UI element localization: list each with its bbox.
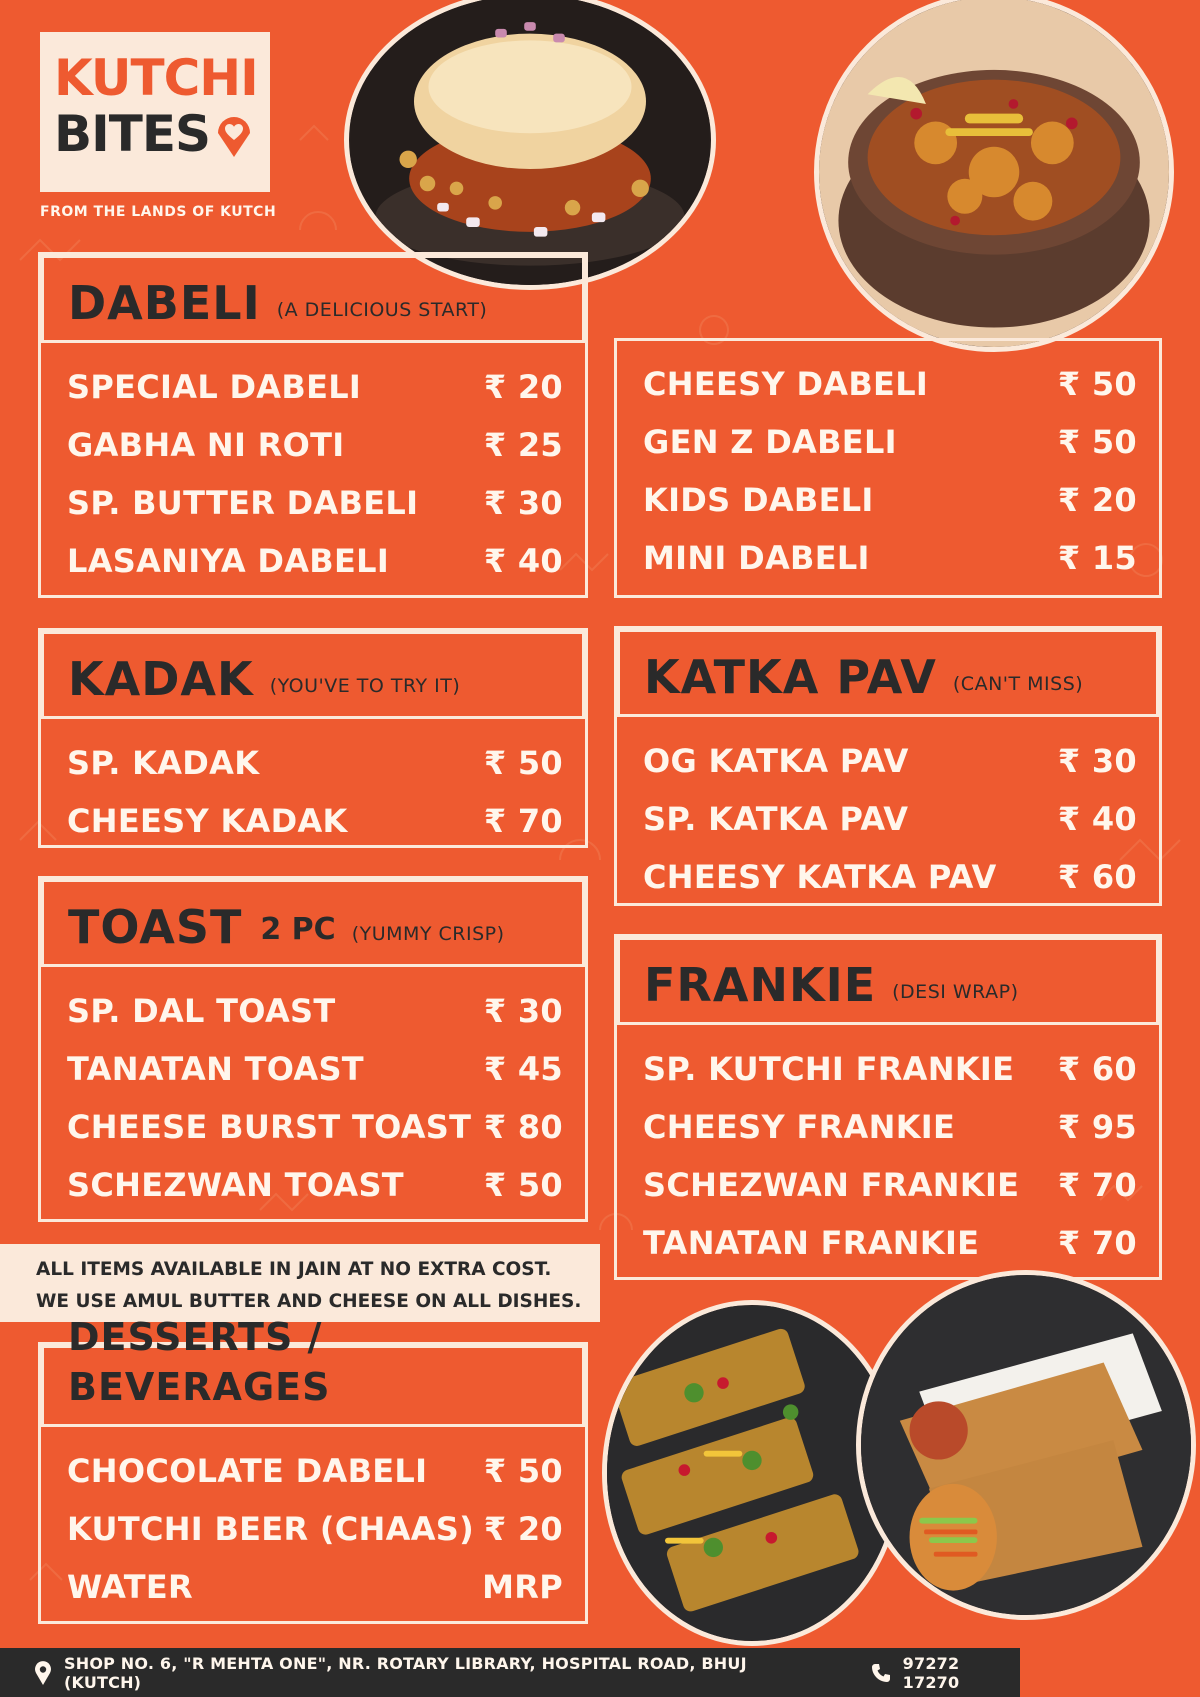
item-price: ₹ 80 [483, 1108, 563, 1146]
menu-item [643, 413, 1137, 471]
dabeli-header [41, 255, 585, 343]
item-price: ₹ 30 [483, 992, 563, 1030]
item-name: SPECIAL DABELI [67, 368, 362, 406]
item-price: ₹ 70 [483, 802, 563, 840]
katka-pav-header [617, 629, 1159, 717]
item-price: ₹ 95 [1057, 1108, 1137, 1146]
dabeli-items [41, 340, 585, 600]
item-price: ₹ 20 [1057, 481, 1137, 519]
item-price: ₹ 70 [1057, 1166, 1137, 1204]
item-name: CHEESY KATKA PAV [643, 858, 997, 896]
menu-item [67, 982, 563, 1040]
item-price: ₹ 70 [1057, 1224, 1137, 1262]
dabeli-more-section [614, 338, 1162, 598]
footer-phone-group[interactable] [871, 1654, 1020, 1692]
kadak-items [41, 716, 585, 860]
item-price: ₹ 15 [1057, 539, 1137, 577]
menu-item [643, 529, 1137, 587]
item-price: ₹ 50 [483, 1452, 563, 1490]
menu-item [67, 734, 563, 792]
item-price: ₹ 40 [1057, 800, 1137, 838]
dabeli-title: DABELI [68, 276, 261, 330]
menu-item [67, 474, 563, 532]
item-price: ₹ 25 [483, 426, 563, 464]
item-name: LASANIYA DABELI [67, 542, 390, 580]
menu-item [643, 1040, 1137, 1098]
item-price: ₹ 50 [1057, 423, 1137, 461]
desserts-title: DESSERTS / BEVERAGES [68, 1315, 331, 1409]
menu-item [67, 1558, 563, 1616]
item-name: WATER [67, 1568, 193, 1606]
menu-item [643, 732, 1137, 790]
katka-pav-subtitle: (CAN'T MISS) [952, 673, 1084, 695]
heart-pin-icon [214, 111, 254, 157]
kadak-header [41, 631, 585, 719]
item-price: MRP [482, 1568, 563, 1606]
katka-pav-items [617, 714, 1159, 916]
menu-item [643, 1098, 1137, 1156]
dietary-note [0, 1244, 600, 1322]
menu-item [643, 355, 1137, 413]
item-price: ₹ 50 [483, 1166, 563, 1204]
footer-address: SHOP NO. 6, "R MEHTA ONE", NR. ROTARY LIBRARY, HOSPITAL ROAD, BHUJ (KUTCH) [64, 1653, 747, 1692]
brand-logo [40, 32, 270, 192]
item-name: GABHA NI ROTI [67, 426, 345, 464]
menu-item [67, 1500, 563, 1558]
item-name: MINI DABELI [643, 539, 870, 577]
kadak-illustration [819, 0, 1169, 347]
item-name: CHEESE BURST TOAST [67, 1108, 472, 1146]
katka-pav-title: KATKA PAV [644, 650, 937, 704]
katka-pav-photo [602, 1300, 902, 1646]
frankie-title: FRANKIE [644, 958, 877, 1012]
item-name: SP. DAL TOAST [67, 992, 336, 1030]
item-price: ₹ 20 [483, 368, 563, 406]
brand-name-line1: KUTCHI [54, 49, 258, 107]
menu-item [67, 1040, 563, 1098]
toast-title: TOAST [68, 900, 243, 954]
item-name: KIDS DABELI [643, 481, 874, 519]
item-name: SP. KADAK [67, 744, 260, 782]
footer-bar [0, 1648, 1020, 1697]
menu-item [643, 790, 1137, 848]
item-name: SP. BUTTER DABELI [67, 484, 419, 522]
item-name: CHEESY KADAK [67, 802, 348, 840]
menu-item [67, 1442, 563, 1500]
note-line1: ALL ITEMS AVAILABLE IN JAIN AT NO EXTRA COST. [36, 1259, 552, 1280]
toast-items [41, 964, 585, 1224]
menu-item [643, 471, 1137, 529]
desserts-items [41, 1424, 585, 1626]
menu-item [67, 1156, 563, 1214]
kadak-section [38, 628, 588, 848]
dabeli-illustration [349, 0, 711, 285]
dabeli-more-items [617, 341, 1159, 597]
item-name: GEN Z DABELI [643, 423, 897, 461]
menu-item [643, 1214, 1137, 1272]
item-price: ₹ 60 [1057, 1050, 1137, 1088]
footer-phone[interactable]: 97272 17270 [902, 1653, 960, 1692]
katka-pav-section [614, 626, 1162, 906]
frankie-subtitle: (DESI WRAP) [892, 981, 1019, 1003]
desserts-header [41, 1315, 585, 1427]
item-name: CHEESY DABELI [643, 365, 929, 403]
item-name: SP. KATKA PAV [643, 800, 909, 838]
toast-header [41, 879, 585, 967]
item-name: CHOCOLATE DABELI [67, 1452, 428, 1490]
toast-piece-count: 2 PC [260, 912, 336, 947]
item-name: TANATAN FRANKIE [643, 1224, 980, 1262]
menu-item [67, 416, 563, 474]
kadak-bowl-photo [814, 0, 1174, 352]
toast-section [38, 876, 588, 1222]
desserts-section [38, 1315, 588, 1624]
item-name: SP. KUTCHI FRANKIE [643, 1050, 1015, 1088]
frankie-photo [856, 1270, 1196, 1620]
brand-tagline: FROM THE LANDS OF KUTCH [40, 204, 277, 220]
item-name: SCHEZWAN FRANKIE [643, 1166, 1020, 1204]
item-name: OG KATKA PAV [643, 742, 909, 780]
item-price: ₹ 20 [483, 1510, 563, 1548]
item-price: ₹ 40 [483, 542, 563, 580]
item-price: ₹ 30 [1057, 742, 1137, 780]
item-price: ₹ 45 [483, 1050, 563, 1088]
item-name: TANATAN TOAST [67, 1050, 364, 1088]
item-price: ₹ 60 [1057, 858, 1137, 896]
location-pin-icon [34, 1661, 52, 1685]
toast-subtitle: (YUMMY CRISP) [351, 923, 505, 945]
frankie-header [617, 937, 1159, 1025]
item-name: KUTCHI BEER (CHAAS) [67, 1510, 475, 1548]
menu-item [643, 848, 1137, 906]
kadak-title: KADAK [68, 652, 254, 706]
kadak-subtitle: (YOU'VE TO TRY IT) [269, 675, 461, 697]
frankie-illustration [861, 1275, 1191, 1615]
brand-name-line2: BITES [54, 105, 210, 163]
menu-item [67, 532, 563, 590]
menu-item [643, 1156, 1137, 1214]
katka-pav-illustration [607, 1305, 897, 1641]
dabeli-photo [344, 0, 716, 290]
frankie-items [617, 1022, 1159, 1282]
item-price: ₹ 30 [483, 484, 563, 522]
phone-icon [871, 1663, 891, 1683]
item-price: ₹ 50 [1057, 365, 1137, 403]
dabeli-subtitle: (A DELICIOUS START) [276, 299, 488, 321]
item-price: ₹ 50 [483, 744, 563, 782]
item-name: CHEESY FRANKIE [643, 1108, 956, 1146]
frankie-section [614, 934, 1162, 1280]
item-name: SCHEZWAN TOAST [67, 1166, 404, 1204]
menu-item [67, 358, 563, 416]
dabeli-section [38, 252, 588, 598]
menu-item [67, 1098, 563, 1156]
note-line2: WE USE AMUL BUTTER AND CHEESE ON ALL DISHES. [36, 1291, 582, 1312]
menu-item [67, 792, 563, 850]
brand-name-row [54, 106, 256, 162]
